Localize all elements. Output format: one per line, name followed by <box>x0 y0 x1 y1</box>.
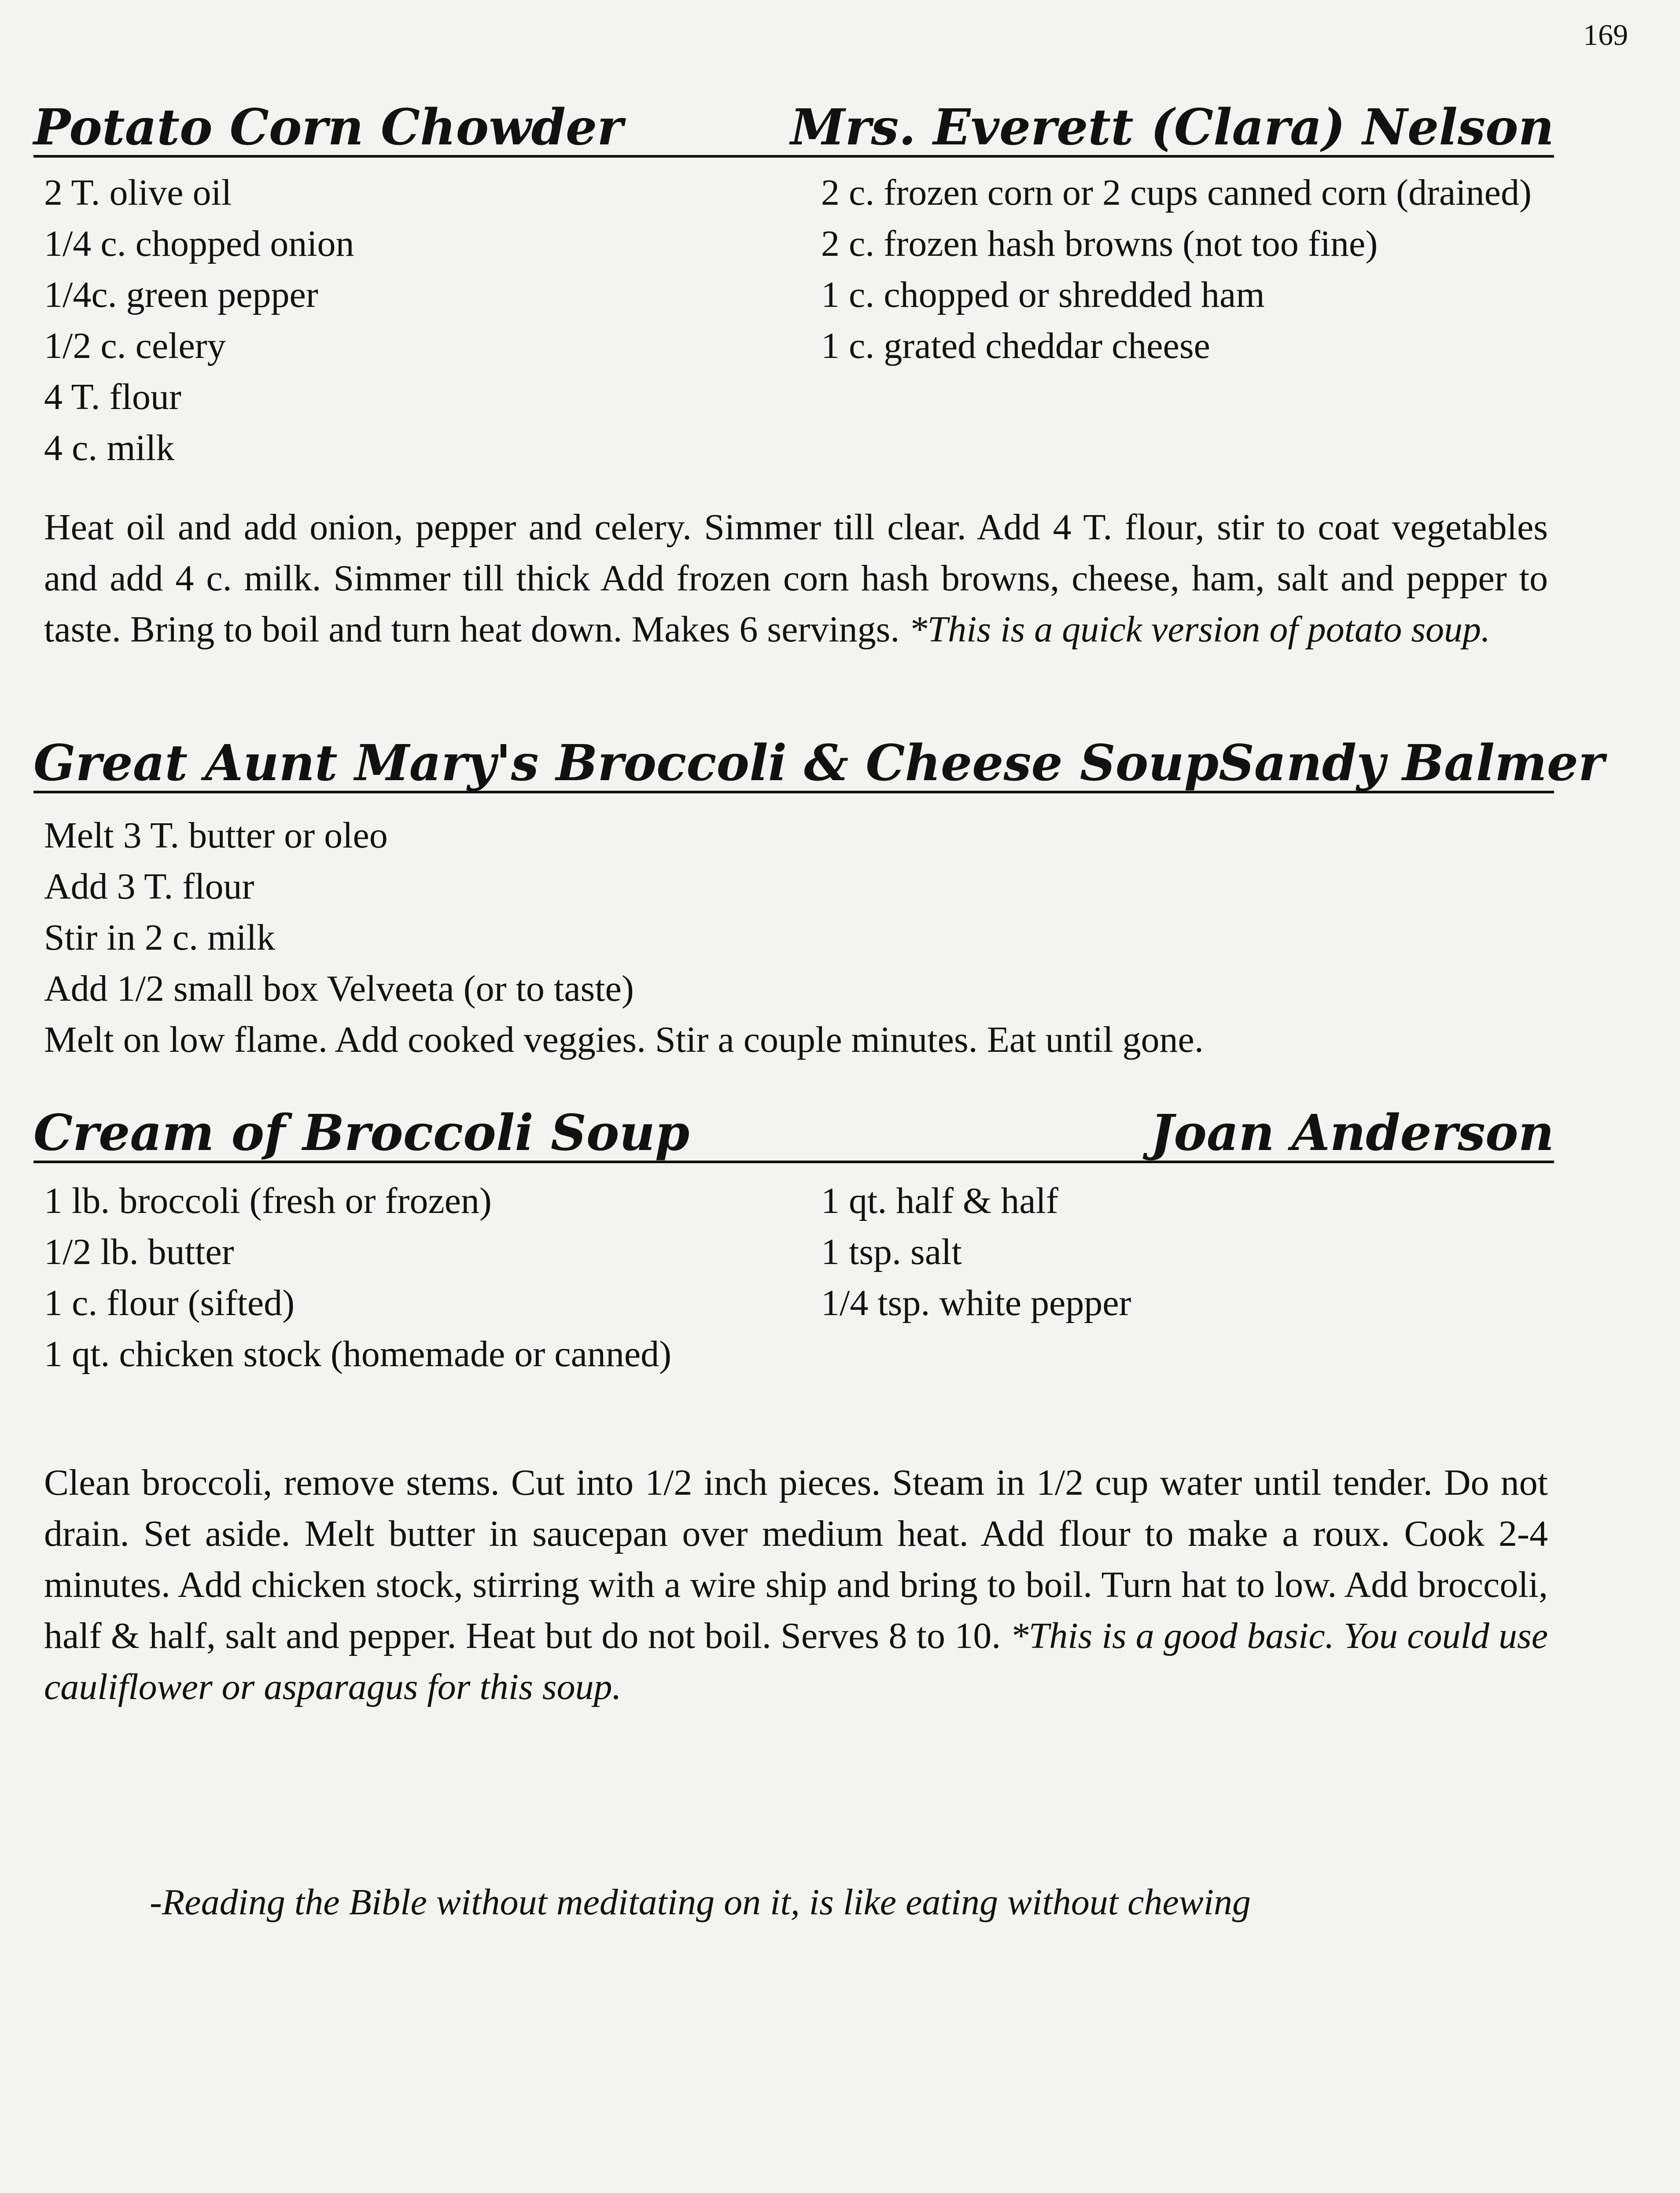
ingredient-item: 1 lb. broccoli (fresh or frozen) <box>44 1180 492 1221</box>
ingredients-column-left <box>44 167 821 474</box>
recipe-tip: *This is a quick version of potato soup. <box>909 609 1491 650</box>
ingredient-item: 1 c. grated cheddar cheese <box>821 325 1210 366</box>
ingredient-item: 1 qt. half & half <box>821 1180 1058 1221</box>
recipe-directions <box>44 1457 1548 1713</box>
recipe-header-broccoli-cheese-soup <box>33 722 1604 793</box>
ingredient-item: 1 tsp. salt <box>821 1231 962 1272</box>
ingredient-item: 2 T. olive oil <box>44 172 232 213</box>
directions-text: Heat oil and add onion, pepper and celery. Simmer till clear. Add 4 T. flour, stir to coat vegetables and add 4 c. milk. Simmer till thick Add frozen corn hash browns, cheese, ham, salt and pepper to taste. Bring to boil and turn heat down. Makes 6 servings. <box>44 507 1548 650</box>
recipe-title: Cream of Broccoli Soup <box>33 1104 690 1162</box>
ingredients-list <box>44 167 1554 474</box>
recipe-title: Potato Corn Chowder <box>33 99 623 156</box>
ingredient-item: Melt 3 T. butter or oleo <box>44 815 388 856</box>
recipe-author: Mrs. Everett (Clara) Nelson <box>790 99 1554 156</box>
ingredient-item: Add 3 T. flour <box>44 866 254 907</box>
ingredient-item: 2 c. frozen corn or 2 cups canned corn (drained) <box>821 172 1532 213</box>
ingredient-item: 1 c. flour (sifted) <box>44 1283 295 1323</box>
page-quote: -Reading the Bible without meditating on it, is like eating without chewing <box>150 1882 1251 1923</box>
ingredient-item: Add 1/2 small box Velveeta (or to taste) <box>44 968 634 1009</box>
directions-text: Clean broccoli, remove stems. Cut into 1/2 inch pieces. Steam in 1/2 cup water until tender. Do not drain. Set aside. Melt butter in saucepan over medium heat. Add flour to make a roux. Cook 2-4 minutes. Add chicken stock, stirring with a wire ship and bring to boil. Turn hat to low. Add broccoli, half & half, salt and pepper. Heat but do not boil. Serves 8 to 10. <box>44 1462 1548 1656</box>
ingredient-item: 1/4 c. chopped onion <box>44 223 354 264</box>
recipe-author: Sandy Balmer <box>1219 734 1604 792</box>
ingredient-item: 1 c. chopped or shredded ham <box>821 274 1265 315</box>
recipe-header-cream-of-broccoli-soup <box>33 1092 1554 1163</box>
ingredient-item: 1 qt. chicken stock (homemade or canned) <box>44 1334 672 1375</box>
ingredient-item: Melt on low flame. Add cooked veggies. Stir a couple minutes. Eat until gone. <box>44 1019 1204 1060</box>
ingredients-column-left <box>44 1176 821 1380</box>
recipe-tip: *This is a good basic. You could use cauliflower or asparagus for this soup. <box>44 1615 1548 1707</box>
ingredient-item: 4 c. milk <box>44 428 175 468</box>
recipe-directions <box>44 502 1548 655</box>
page-number: 169 <box>1583 18 1628 52</box>
ingredients-list <box>44 810 1554 1065</box>
recipe-author: Joan Anderson <box>1150 1104 1554 1162</box>
ingredient-item: 1/4c. green pepper <box>44 274 318 315</box>
recipe-header-potato-corn-chowder <box>33 86 1554 158</box>
ingredient-item: 2 c. frozen hash browns (not too fine) <box>821 223 1378 264</box>
ingredient-item: Stir in 2 c. milk <box>44 917 275 958</box>
ingredients-column-right <box>821 167 1554 474</box>
ingredients-list <box>44 1176 1554 1380</box>
ingredients-column-right <box>821 1176 1554 1380</box>
ingredient-item: 1/4 tsp. white pepper <box>821 1283 1131 1323</box>
ingredient-item: 1/2 c. celery <box>44 325 226 366</box>
ingredient-item: 1/2 lb. butter <box>44 1231 234 1272</box>
recipe-title: Great Aunt Mary's Broccoli & Cheese Soup <box>33 734 1219 792</box>
ingredient-item: 4 T. flour <box>44 376 181 417</box>
